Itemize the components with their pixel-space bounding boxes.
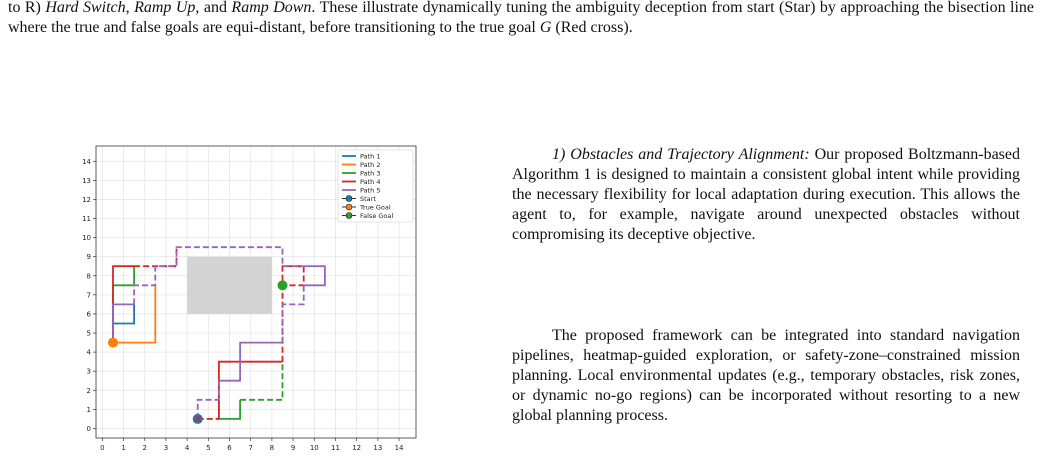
- y-tick-label: 0: [86, 424, 91, 433]
- x-tick-label: 2: [142, 444, 147, 452]
- path-figure: [80, 143, 425, 458]
- x-tick-label: 3: [163, 444, 169, 452]
- legend-label: Path 2: [360, 160, 381, 169]
- y-tick-label: 14: [82, 157, 91, 166]
- legend-label: Start: [360, 194, 376, 203]
- x-tick-label: 4: [184, 444, 190, 452]
- x-tick-label: 11: [331, 444, 340, 452]
- x-tick-label: 8: [269, 444, 275, 452]
- y-tick-label: 2: [86, 386, 91, 395]
- obstacle-rect: [187, 257, 272, 314]
- legend-label: False Goal: [360, 211, 394, 220]
- legend: [338, 150, 413, 222]
- caption-mode-ramp-down: Ramp Down: [231, 0, 312, 16]
- x-tick-label: 6: [227, 444, 232, 452]
- caption-mode-hard-switch: Hard Switch: [45, 0, 126, 16]
- y-tick-label: 6: [86, 310, 91, 319]
- x-tick-label: 9: [290, 444, 296, 452]
- paragraph-obstacles: [512, 145, 1020, 245]
- caption-sep: ,: [125, 0, 135, 16]
- y-tick-label: 8: [86, 272, 91, 281]
- caption-tail: (Red cross).: [551, 19, 633, 36]
- x-tick-label: 1: [121, 444, 126, 452]
- paragraph-integration: [512, 326, 1020, 426]
- y-tick-label: 7: [86, 291, 91, 300]
- x-tick-label: 14: [394, 444, 404, 452]
- y-tick-label: 11: [82, 215, 91, 224]
- legend-marker: [346, 213, 352, 219]
- caption-goal-symbol: G: [539, 19, 552, 36]
- y-tick-label: 1: [86, 405, 91, 414]
- legend-label: Path 4: [360, 177, 381, 186]
- y-tick-label: 10: [82, 234, 91, 243]
- legend-label: Path 3: [360, 169, 381, 178]
- path-dashed-segment: [240, 362, 282, 400]
- caption-mode-ramp-up: Ramp Up: [134, 0, 196, 16]
- x-tick-label: 7: [248, 444, 253, 452]
- legend-label: Path 5: [360, 186, 381, 195]
- x-tick-label: 5: [206, 444, 211, 452]
- caption-sep: , and: [195, 0, 232, 16]
- paragraph-body: Our proposed Boltzmann-based Algorithm 1 is designed to maintain a consistent global intent while providing the necessary flexibility for local adaptation during execution. This allows the agent to, for example, navigate around unexpected obstacles without compromising its deceptive objective.: [512, 146, 1020, 243]
- y-tick-label: 12: [82, 195, 91, 204]
- legend-label: Path 1: [360, 152, 381, 161]
- legend-marker: [346, 196, 352, 202]
- x-tick-label: 0: [100, 444, 105, 452]
- paragraph-body: The proposed framework can be integrated into standard navigation pipelines, heatmap-guided exploration, or safety-zone–constrained mission planning. Local environmental updates (e.g., temporary obstacles, risk zones, or dynamic no-go regions) can be incorporated without resorting to a new global planning process.: [512, 327, 1020, 424]
- figure-caption: [8, 0, 1034, 38]
- y-tick-label: 5: [86, 329, 91, 338]
- section-heading: 1) Obstacles and Trajectory Alignment:: [552, 146, 810, 163]
- legend-marker: [346, 204, 352, 210]
- caption-prefix: to R): [8, 0, 46, 16]
- marker-true-goal: [108, 338, 118, 348]
- y-tick-label: 9: [86, 253, 91, 262]
- x-tick-label: 10: [309, 444, 319, 452]
- y-tick-label: 3: [86, 367, 91, 376]
- legend-label: True Goal: [360, 203, 391, 212]
- x-tick-label: 13: [373, 444, 383, 452]
- marker-false-goal: [277, 280, 287, 290]
- y-tick-label: 13: [82, 176, 91, 185]
- x-tick-label: 12: [352, 444, 362, 452]
- caption-body: . These illustrate dynamically tuning the ambiguity deception from start (Star) by approaching the bisection line where the true and false goals are equi-distant, before transitioning to the true goal: [8, 0, 1035, 36]
- y-tick-label: 4: [86, 348, 91, 357]
